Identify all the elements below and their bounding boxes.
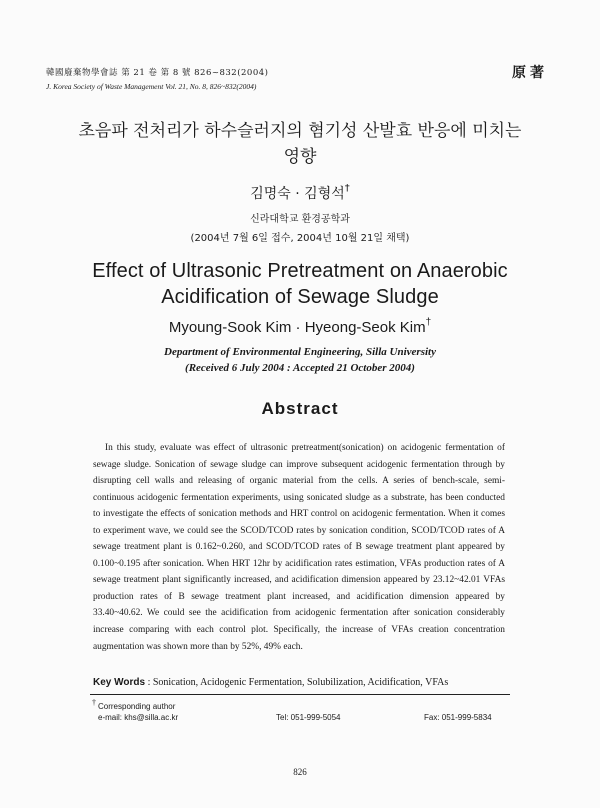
corresponding-author-mark: † [425, 317, 432, 328]
keywords-text: : Sonication, Acidogenic Fermentation, Solubilization, Acidification, VFAs [147, 677, 449, 688]
english-authors [0, 317, 600, 336]
keywords-line [93, 677, 448, 688]
english-title: Effect of Ultrasonic Pretreatment on Anaerobic Acidification of Sewage Sludge [92, 260, 508, 308]
korean-affiliation: 신라대학교 환경공학과 [250, 214, 350, 225]
footnote-mark: † [92, 698, 96, 707]
korean-title: 초음파 전처리가 하수슬러지의 혐기성 산발효 반응에 미치는 영향 [78, 121, 522, 167]
english-citation: J. Korea Society of Waste Management Vol. 21, No. 8, 826~832(2004) [46, 82, 257, 91]
article-type-label: 原著 [512, 65, 548, 81]
english-dates: (Received 6 July 2004 : Accepted 21 October 2004) [185, 362, 415, 374]
keywords-label: Key Words [93, 677, 146, 688]
footnote-email: e-mail: khs@silla.ac.kr [98, 713, 179, 722]
footnote-tel: Tel: 051-999-5054 [276, 713, 341, 722]
footnote-fax: Fax: 051-999-5834 [424, 713, 492, 722]
footnote-label: Corresponding author [98, 702, 176, 711]
korean-authors [0, 183, 600, 203]
korean-dates: (2004년 7월 6일 접수, 2004년 10월 21일 채택) [190, 233, 410, 244]
korean-author-names: 김명숙 · 김형석 [250, 186, 345, 202]
english-affiliation: Department of Environmental Engineering, Silla University [164, 346, 436, 358]
english-author-names: Myoung-Sook Kim · Hyeong-Seok Kim [168, 319, 426, 336]
abstract-heading: Abstract [261, 399, 339, 418]
korean-citation: 韓國廢棄物學會誌 第 21 卷 第 8 號 826~832(2004) [46, 68, 269, 78]
footnote-divider [90, 694, 510, 695]
page-number: 826 [293, 767, 307, 777]
corresponding-author-mark: † [344, 183, 350, 194]
abstract-body: In this study, evaluate was effect of ultrasonic pretreatment(sonication) on acidogenic fermentation of sewage sludge. Sonication of sewage sludge can improve subsequent acidogenic fermentation through by disrupting cell walls and releasing of organic material from the cells. A series of bench-scale, semi-continuous acidogenic fermentation experiments, using sonicated sludge as a substrate, has been conducted to investigate the effects of sonication methods and HRT control on acidogenic fermentation. When it comes to experiment wave, we could see the SCOD/TCOD rates by sonication condition, SCOD/TCOD rates of A sewage treatment plant is 0.162~0.260, and SCOD/TCOD rates of B sewage treatment plant appeared by 0.100~0.195 after sonication. When HRT 12hr by acidification rates estimation, VFAs production rates of A sewage treatment plant significantly increased, and acidification dimension appeared by 23.12~42.01 VFAs production rates of B sewage treatment plant increased, and acidification dimension appeared by 33.40~40.62. We could see the acidification from acidogenic fermentation after sonication considerably increase comparing with each control plot. Specifically, the increase of VFAs creation concentration augmentation was shown more than by 52%, 49% each. [93, 443, 505, 652]
